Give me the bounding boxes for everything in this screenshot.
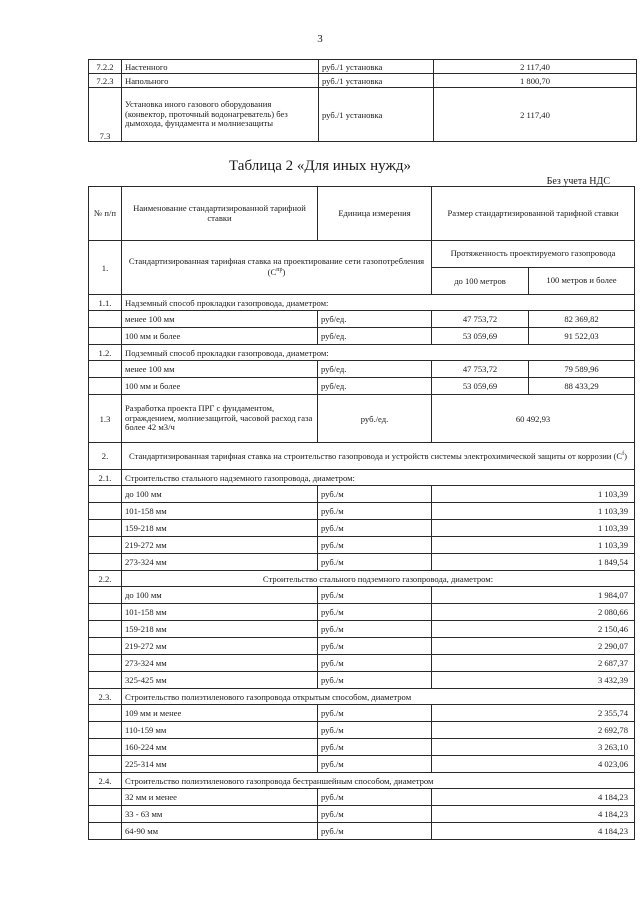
row-unit: руб./м xyxy=(318,638,432,655)
subsection-number: 2.1. xyxy=(89,470,122,486)
row-value: 2 692,78 xyxy=(432,722,635,739)
row-value: 3 432,39 xyxy=(432,672,635,689)
row-unit: руб./м xyxy=(318,672,432,689)
table-row xyxy=(89,722,635,739)
row-unit: руб./м xyxy=(318,655,432,672)
row-unit: руб./м xyxy=(318,604,432,621)
row-value-a: 53 059,69 xyxy=(432,328,529,345)
row-name: менее 100 мм xyxy=(122,311,318,328)
table-row xyxy=(89,328,635,345)
row-unit: руб/ед. xyxy=(318,311,432,328)
table-row xyxy=(89,789,635,806)
row-name: 325-425 мм xyxy=(122,672,318,689)
row-unit: руб./ед. xyxy=(318,395,432,443)
table-row xyxy=(89,311,635,328)
row-number: 7.3 xyxy=(89,88,122,142)
row-name: 219-272 мм xyxy=(122,537,318,554)
table-row xyxy=(89,587,635,604)
section-1-title: Стандартизированная тарифная ставка на проектирование сети газопотребления $(C^{пр})$ xyxy=(122,241,432,295)
row-unit: руб./м xyxy=(318,587,432,604)
row-unit: руб./1 установка xyxy=(319,88,434,142)
row-name: 110-159 мм xyxy=(122,722,318,739)
subsection-number: 1.2. xyxy=(89,345,122,361)
table-row xyxy=(89,806,635,823)
header-size: Размер стандартизированной тарифной ставки xyxy=(432,187,635,241)
row-value: 60 492,93 xyxy=(432,395,635,443)
tariff-table-1 xyxy=(88,59,637,142)
table-row xyxy=(89,395,635,443)
subsection-title: Строительство стального подземного газопровода, диаметром: xyxy=(122,571,635,587)
row-value: 4 023,06 xyxy=(432,756,635,773)
subsection-row xyxy=(89,345,635,361)
row-value: 1 103,39 xyxy=(432,503,635,520)
row-name: 100 мм и более xyxy=(122,328,318,345)
row-name: Разработка проекта ПРГ с фундаментом, ограждением, молниезащитой, часовой расход газа более 42 м3/ч xyxy=(122,395,318,443)
row-name: 219-272 мм xyxy=(122,638,318,655)
header-number: № п/п xyxy=(89,187,122,241)
row-unit: руб/ед. xyxy=(318,361,432,378)
subsection-title: Надземный способ прокладки газопровода, диаметром: xyxy=(122,295,635,311)
row-unit: руб./м xyxy=(318,503,432,520)
row-name: Напольного xyxy=(122,74,319,88)
subsection-title: Строительство полиэтиленового газопровода бестраншейным способом, диаметром xyxy=(122,773,635,789)
row-value: 2 117,40 xyxy=(434,88,637,142)
table-row xyxy=(89,621,635,638)
row-unit: руб/ед. xyxy=(318,328,432,345)
row-value: 2 080,66 xyxy=(432,604,635,621)
row-value-b: 79 589,96 xyxy=(529,361,635,378)
vat-note: Без учета НДС xyxy=(546,176,610,187)
row-name: 159-218 мм xyxy=(122,621,318,638)
table-row xyxy=(89,486,635,503)
row-name: до 100 мм xyxy=(122,486,318,503)
page-number: 3 xyxy=(317,33,323,45)
row-number: 7.2.3 xyxy=(89,74,122,88)
row-name: 273-324 мм xyxy=(122,554,318,571)
row-value: 2 290,07 xyxy=(432,638,635,655)
row-value: 2 150,46 xyxy=(432,621,635,638)
section-number: 1. xyxy=(89,241,122,295)
row-number: 7.2.2 xyxy=(89,60,122,74)
row-unit: руб./м xyxy=(318,520,432,537)
table-row xyxy=(89,520,635,537)
row-value-b: 82 369,82 xyxy=(529,311,635,328)
row-name: 100 мм и более xyxy=(122,378,318,395)
section-number: 2. xyxy=(89,443,122,470)
row-number: 1.3 xyxy=(89,395,122,443)
table-row xyxy=(89,361,635,378)
row-value-a: 53 059,69 xyxy=(432,378,529,395)
subsection-row xyxy=(89,470,635,486)
row-unit: руб./м xyxy=(318,789,432,806)
subsection-number: 2.4. xyxy=(89,773,122,789)
subsection-number: 1.1. xyxy=(89,295,122,311)
row-value: 4 184,23 xyxy=(432,823,635,840)
row-value: 1 103,39 xyxy=(432,520,635,537)
subsection-row xyxy=(89,689,635,705)
row-value: 1 103,39 xyxy=(432,537,635,554)
row-unit: руб./1 установка xyxy=(319,74,434,88)
row-name: 32 мм и менее xyxy=(122,789,318,806)
section-2-row xyxy=(89,443,635,470)
length-header: Протяженность проектируемого газопровода xyxy=(432,241,635,268)
row-name: Настенного xyxy=(122,60,319,74)
row-unit: руб./м xyxy=(318,486,432,503)
row-unit: руб./м xyxy=(318,806,432,823)
row-value-b: 91 522,03 xyxy=(529,328,635,345)
row-unit: руб./м xyxy=(318,722,432,739)
table-row xyxy=(89,60,637,74)
table-row xyxy=(89,503,635,520)
table-row xyxy=(89,672,635,689)
table-row xyxy=(89,655,635,672)
row-name: Установка иного газового оборудования (конвектор, проточный водонагреватель) без дымохода, фундамента и молниезащиты xyxy=(122,88,319,142)
table-row xyxy=(89,705,635,722)
row-value: 1 103,39 xyxy=(432,486,635,503)
row-name: 109 мм и менее xyxy=(122,705,318,722)
table-row xyxy=(89,823,635,840)
subsection-row xyxy=(89,773,635,789)
row-value: 4 184,23 xyxy=(432,789,635,806)
subsection-title: Строительство полиэтиленового газопровода открытым способом, диаметром xyxy=(122,689,635,705)
header-name: Наименование стандартизированной тарифной ставки xyxy=(122,187,318,241)
row-unit: руб./м xyxy=(318,739,432,756)
row-unit: руб./м xyxy=(318,705,432,722)
row-name: 101-158 мм xyxy=(122,604,318,621)
row-unit: руб./1 установка xyxy=(319,60,434,74)
table-row xyxy=(89,638,635,655)
table-row xyxy=(89,378,635,395)
row-name: 160-224 мм xyxy=(122,739,318,756)
row-unit: руб/ед. xyxy=(318,378,432,395)
header-unit: Единица измерения xyxy=(318,187,432,241)
table-row xyxy=(89,604,635,621)
row-name: 225-314 мм xyxy=(122,756,318,773)
row-value-b: 88 433,29 xyxy=(529,378,635,395)
row-name: менее 100 мм xyxy=(122,361,318,378)
row-value-a: 47 753,72 xyxy=(432,361,529,378)
subsection-number: 2.2. xyxy=(89,571,122,587)
row-name: 273-324 мм xyxy=(122,655,318,672)
row-value: 2 355,74 xyxy=(432,705,635,722)
table-row xyxy=(89,74,637,88)
row-value: 2 687,37 xyxy=(432,655,635,672)
row-value: 3 263,10 xyxy=(432,739,635,756)
col-up-to-100: до 100 метров xyxy=(432,268,529,295)
tariff-table-2 xyxy=(88,186,635,840)
row-value-a: 47 753,72 xyxy=(432,311,529,328)
row-value: 1 984,07 xyxy=(432,587,635,604)
subsection-title: Строительство стального надземного газопровода, диаметром: xyxy=(122,470,635,486)
table-caption: Таблица 2 «Для иных нужд» xyxy=(229,158,411,174)
section-1-row xyxy=(89,241,635,268)
col-100-and-more: 100 метров и более xyxy=(529,268,635,295)
subsection-row xyxy=(89,295,635,311)
subsection-row xyxy=(89,571,635,587)
table-header-row xyxy=(89,187,635,241)
row-name: до 100 мм xyxy=(122,587,318,604)
row-unit: руб./м xyxy=(318,554,432,571)
subsection-number: 2.3. xyxy=(89,689,122,705)
table-row xyxy=(89,739,635,756)
row-value: 1 800,70 xyxy=(434,74,637,88)
row-name: 159-218 мм xyxy=(122,520,318,537)
section-2-title: Стандартизированная тарифная ставка на строительство газопровода и устройств системы электрохимической защиты от коррозии $(C^f)$ xyxy=(122,443,635,470)
table-row xyxy=(89,756,635,773)
row-unit: руб./м xyxy=(318,621,432,638)
row-unit: руб./м xyxy=(318,537,432,554)
subsection-title: Подземный способ прокладки газопровода, диаметром: xyxy=(122,345,635,361)
row-name: 101-158 мм xyxy=(122,503,318,520)
row-name: 33 - 63 мм xyxy=(122,806,318,823)
row-value: 2 117,40 xyxy=(434,60,637,74)
row-unit: руб./м xyxy=(318,756,432,773)
table-row xyxy=(89,88,637,142)
table-row xyxy=(89,537,635,554)
row-unit: руб./м xyxy=(318,823,432,840)
row-name: 64-90 мм xyxy=(122,823,318,840)
row-value: 4 184,23 xyxy=(432,806,635,823)
table-row xyxy=(89,554,635,571)
row-value: 1 849,54 xyxy=(432,554,635,571)
